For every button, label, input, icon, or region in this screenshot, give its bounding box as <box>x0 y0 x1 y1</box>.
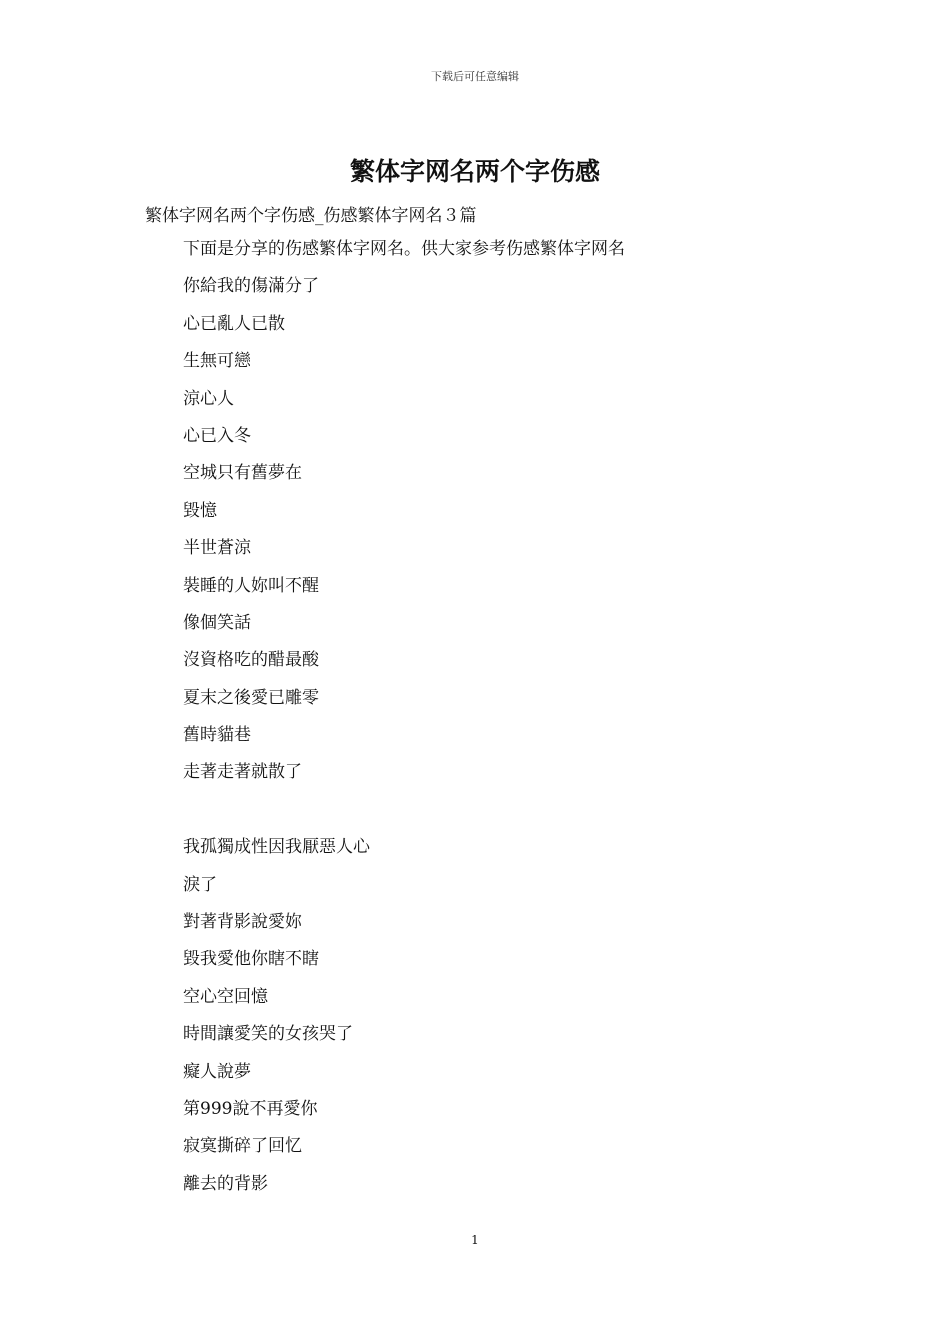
content-lines <box>183 238 625 1210</box>
content-line: 癡人說夢 <box>183 1061 251 1082</box>
content-line: 第999說不再愛你 <box>183 1098 318 1119</box>
page-number: 1 <box>471 1233 479 1247</box>
content-line: 走著走著就散了 <box>183 762 302 783</box>
content-line: 空城只有舊夢在 <box>183 463 302 484</box>
content-line: 心已亂人已散 <box>183 313 285 334</box>
content-line: 下面是分享的伤感繁体字网名。供大家参考伤感繁体字网名 <box>183 239 625 259</box>
blank-line <box>183 799 625 836</box>
content-line: 舊時貓巷 <box>183 725 251 746</box>
content-line: 毀我愛他你瞎不瞎 <box>183 949 319 970</box>
content-line: 空心空回憶 <box>183 986 268 1007</box>
content-line: 對著背影說愛妳 <box>183 912 302 933</box>
document-subtitle: 繁体字网名两个字伤感_伤感繁体字网名３篇 <box>145 206 477 226</box>
content-line: 心已入冬 <box>183 425 251 446</box>
content-line: 沒資格吃的醋最酸 <box>183 650 319 671</box>
content-line: 我孤獨成性因我厭惡人心 <box>183 837 370 858</box>
content-line: 你給我的傷滿分了 <box>183 276 319 297</box>
content-line: 夏末之後愛已雕零 <box>183 687 319 708</box>
content-line: 涼心人 <box>183 388 234 409</box>
content-line: 像個笑話 <box>183 612 251 633</box>
header-note: 下载后可任意编辑 <box>431 70 519 83</box>
content-line: 時間讓愛笑的女孩哭了 <box>183 1024 353 1045</box>
content-line: 裝睡的人妳叫不醒 <box>183 575 319 596</box>
document-title: 繁体字网名两个字伤感 <box>349 157 600 186</box>
content-line: 毀憶 <box>183 500 217 521</box>
content-line: 半世蒼涼 <box>183 538 251 559</box>
content-line: 生無可戀 <box>183 351 251 372</box>
content-line: 寂寞撕碎了回忆 <box>183 1136 302 1157</box>
content-line: 離去的背影 <box>183 1173 268 1194</box>
content-line: 淚了 <box>183 874 217 895</box>
